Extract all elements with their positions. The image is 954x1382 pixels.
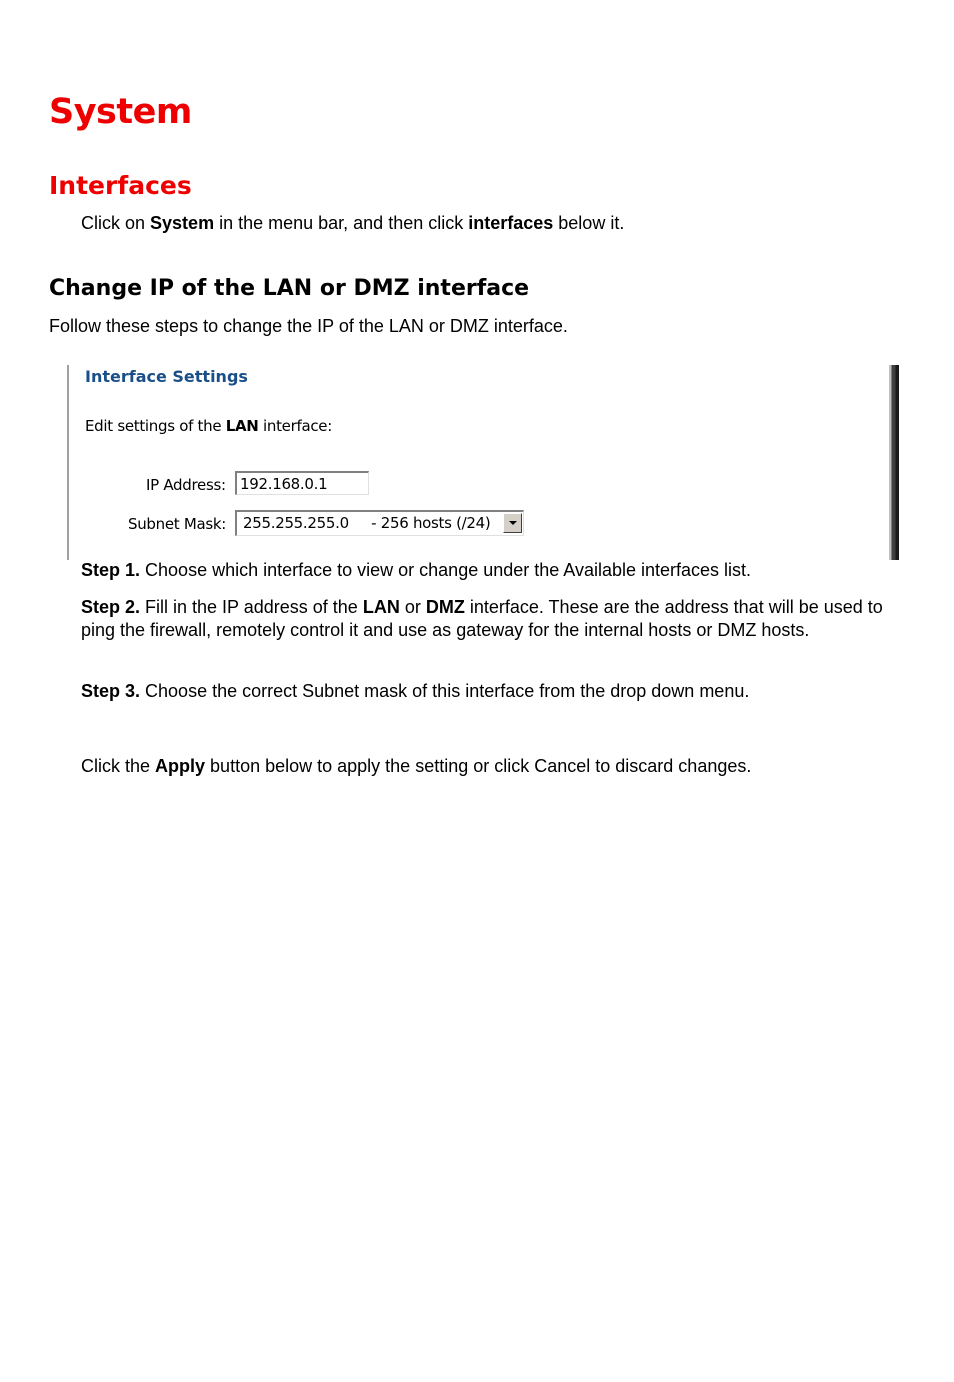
step-2-bold-lan: LAN — [362, 597, 400, 617]
apply-text-2: button below to apply the setting or click Cancel to discard changes. — [205, 756, 752, 776]
chevron-down-icon[interactable] — [503, 513, 522, 533]
apply-paragraph — [81, 755, 751, 778]
page-title: System — [49, 92, 192, 132]
step-2-text-3: interface. These are the address that will be used to ping the firewall, remotely control it and use as gateway for the internal hosts or DMZ hosts. — [81, 597, 883, 640]
apply-bold: Apply — [155, 756, 206, 776]
interface-settings-title: Interface Settings — [85, 367, 248, 386]
ip-address-label: IP Address: — [146, 476, 226, 494]
subsection-title: Change IP of the LAN or DMZ interface — [49, 276, 530, 301]
subnet-mask-select[interactable] — [235, 510, 524, 536]
intro-paragraph — [81, 212, 624, 235]
step-1 — [81, 559, 911, 582]
step-3-text: Choose the correct Subnet mask of this interface from the drop down menu. — [140, 681, 750, 701]
step-1-label: Step 1. — [81, 560, 141, 580]
step-1-text: Choose which interface to view or change under the Available interfaces list. — [140, 560, 752, 580]
panel-left-border — [67, 365, 69, 560]
intro-text-1: Click on — [81, 213, 151, 233]
edit-suffix: interface: — [258, 417, 332, 435]
ip-address-input[interactable]: 192.168.0.1 — [235, 471, 369, 495]
edit-bold-lan: LAN — [225, 417, 259, 435]
subnet-mask-value: 255.255.255.0 - 256 hosts (/24) — [243, 514, 491, 532]
subnet-mask-label: Subnet Mask: — [128, 515, 227, 533]
intro-text-3: below it. — [553, 213, 625, 233]
step-3-label: Step 3. — [81, 681, 141, 701]
edit-settings-text — [85, 417, 332, 435]
interface-settings-screenshot — [67, 365, 899, 560]
step-2 — [81, 596, 911, 642]
intro-bold-interfaces: interfaces — [468, 213, 554, 233]
apply-text-1: Click the — [81, 756, 156, 776]
step-3 — [81, 680, 911, 703]
intro-text-2: in the menu bar, and then click — [214, 213, 469, 233]
step-2-text-1: Fill in the IP address of the — [140, 597, 363, 617]
edit-prefix: Edit settings of the — [85, 417, 226, 435]
panel-scrollbar-edge — [889, 365, 899, 560]
step-2-bold-dmz: DMZ — [425, 597, 465, 617]
section-title-interfaces: Interfaces — [49, 171, 192, 200]
step-2-label: Step 2. — [81, 597, 141, 617]
intro-bold-system: System — [150, 213, 215, 233]
follow-paragraph: Follow these steps to change the IP of the LAN or DMZ interface. — [49, 316, 568, 336]
step-2-text-2: or — [399, 597, 426, 617]
